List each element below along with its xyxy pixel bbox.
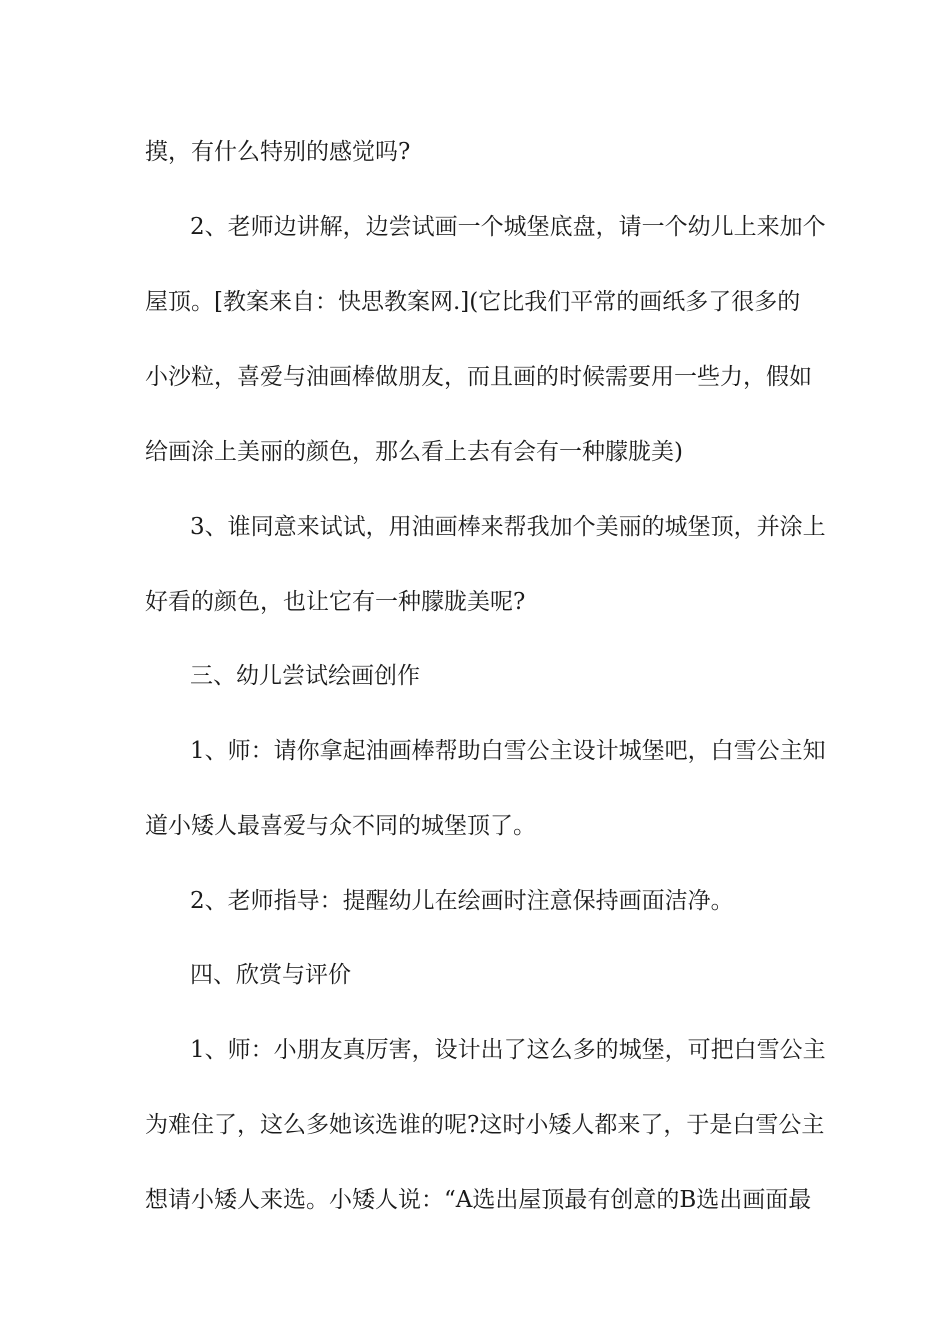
section-heading: 三、幼儿尝试绘画创作	[190, 663, 420, 689]
text-line: 道小矮人最喜爱与众不同的城堡顶了。	[145, 813, 536, 839]
section-heading: 四、欣赏与评价	[190, 962, 351, 988]
text-line: 为难住了，这么多她该选谁的呢?这时小矮人都来了，于是白雪公主	[145, 1112, 825, 1138]
text-line: 给画涂上美丽的颜色，那么看上去有会有一种朦胧美)	[145, 439, 683, 465]
text-line: 3、谁同意来试试，用油画棒来帮我加个美丽的城堡顶，并涂上	[190, 514, 826, 540]
text-line: 2、老师指导：提醒幼儿在绘画时注意保持画面洁净。	[190, 888, 734, 914]
text-line: 1、师：请你拿起油画棒帮助白雪公主设计城堡吧，白雪公主知	[190, 738, 826, 764]
text-line: 2、老师边讲解，边尝试画一个城堡底盘，请一个幼儿上来加个	[190, 214, 826, 240]
text-line: 屋顶。[教案来自：快思教案网.](它比我们平常的画纸多了很多的	[145, 289, 801, 315]
text-line: 好看的颜色，也让它有一种朦胧美呢?	[145, 589, 526, 615]
text-line: 1、师：小朋友真厉害，设计出了这么多的城堡，可把白雪公主	[190, 1037, 826, 1063]
text-line: 摸，有什么特别的感觉吗?	[145, 139, 411, 165]
text-line: 小沙粒，喜爱与油画棒做朋友，而且画的时候需要用一些力，假如	[145, 364, 812, 390]
text-line: 想请小矮人来选。小矮人说：“A选出屋顶最有创意的B选出画面最	[145, 1187, 812, 1213]
